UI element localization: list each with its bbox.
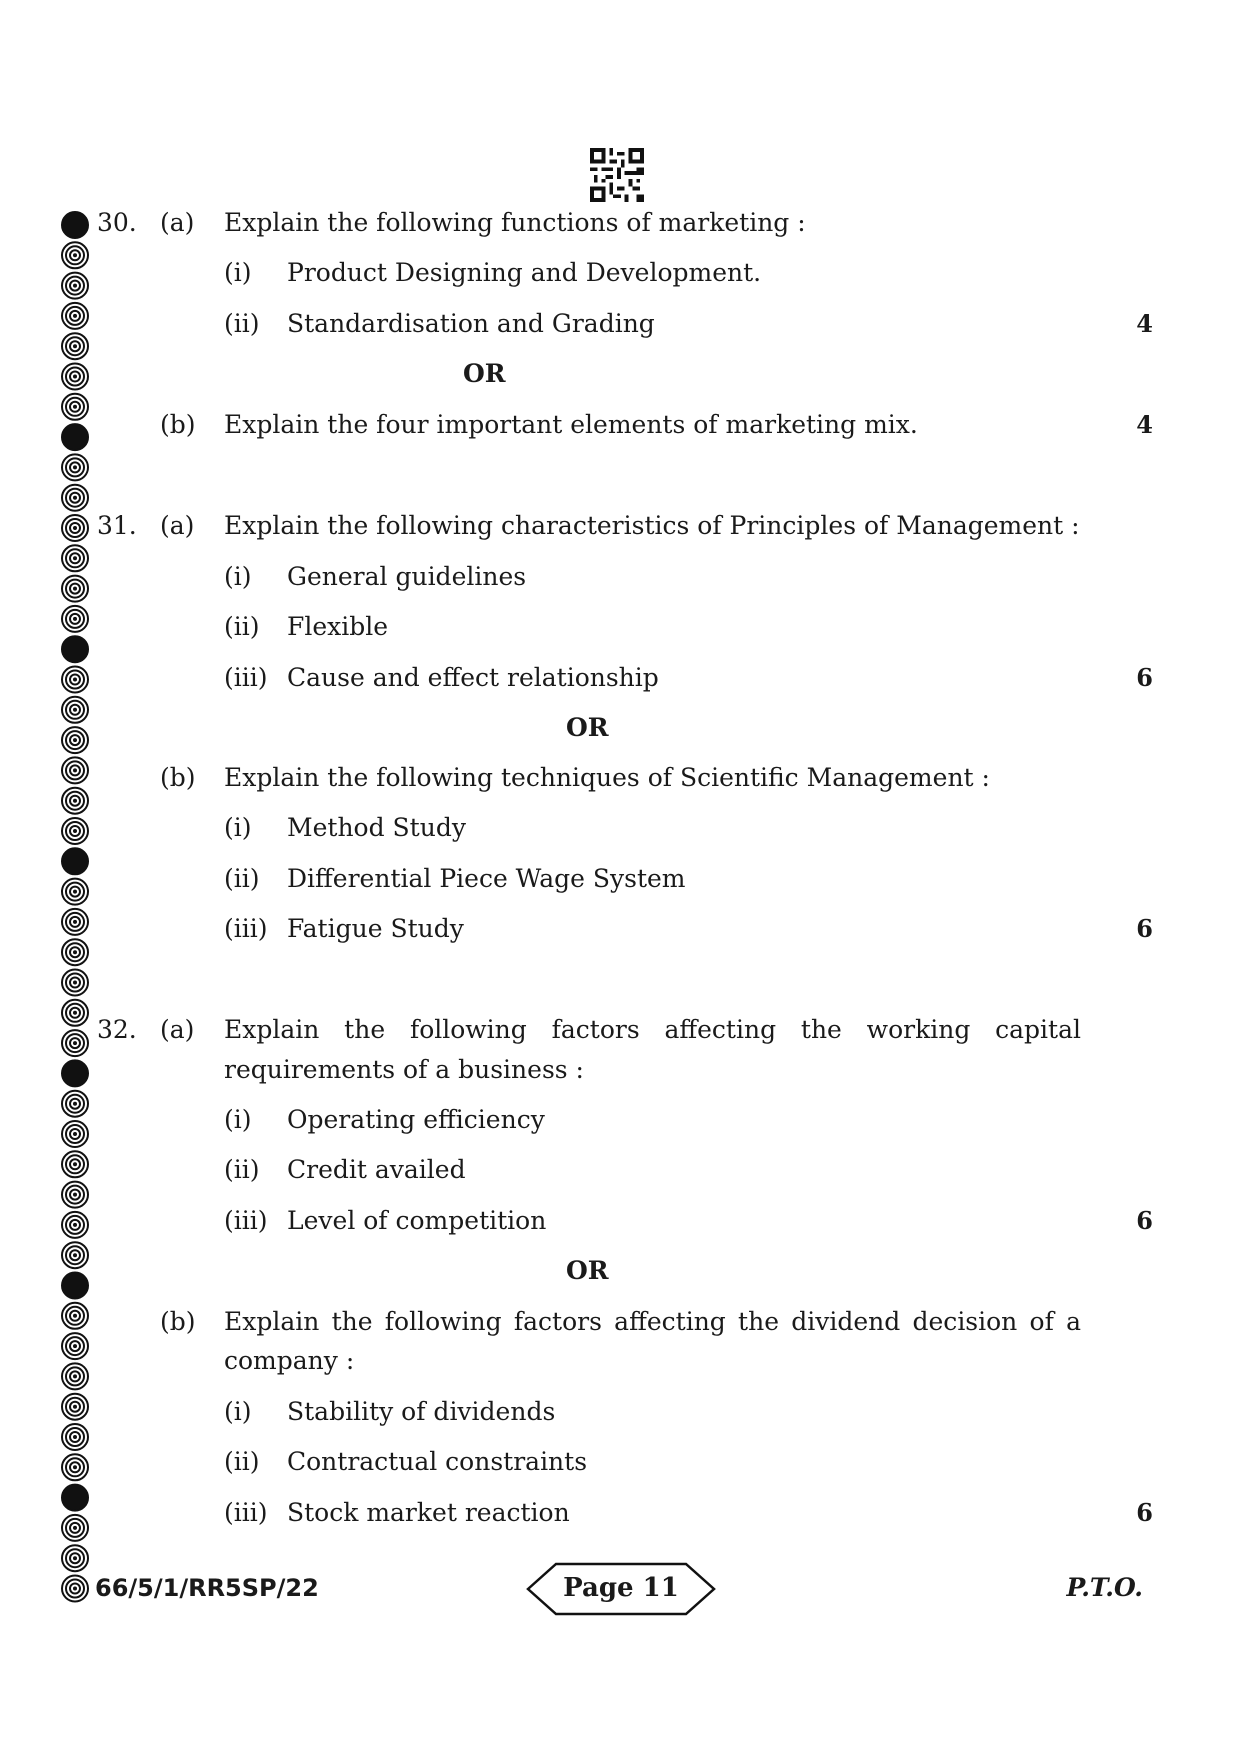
q31-a-item-text: Cause and effect relationship <box>287 663 659 692</box>
ring-circle-icon <box>62 909 88 935</box>
q30-a-item-num: (i) <box>224 258 252 287</box>
q32-b-item-num: (ii) <box>224 1447 260 1476</box>
ring-circle-icon <box>62 788 88 814</box>
q32-a-stem-cont: requirements of a business : <box>224 1055 584 1084</box>
q32-b-item-text: Stability of dividends <box>287 1397 556 1426</box>
ring-circle-icon <box>62 879 88 905</box>
q30-b-marks: 4 <box>1136 410 1153 439</box>
filled-circle-icon <box>62 1485 88 1511</box>
ring-circle-icon <box>62 454 88 480</box>
ring-circle-icon <box>62 303 88 329</box>
margin-circle-strip <box>58 210 92 1606</box>
q30-part-a-label: (a) <box>160 208 195 237</box>
ring-circle-icon <box>62 1182 88 1208</box>
ring-circle-icon <box>62 576 88 602</box>
question-number-30: 30. <box>97 208 137 237</box>
q31-b-item-text: Differential Piece Wage System <box>287 864 686 893</box>
ring-circle-icon <box>62 1151 88 1177</box>
question-number-31: 31. <box>97 511 137 540</box>
q31-part-b-label: (b) <box>160 763 196 792</box>
q32-b-stem-cont: company : <box>224 1346 355 1375</box>
qr-code <box>589 148 645 202</box>
ring-circle-icon <box>62 273 88 299</box>
q31-b-item-num: (ii) <box>224 864 260 893</box>
filled-circle-icon <box>62 1060 88 1086</box>
ring-circle-icon <box>62 1394 88 1420</box>
ring-circle-icon <box>62 1424 88 1450</box>
q30-a-item-num: (ii) <box>224 309 260 338</box>
q30-a-item-text: Standardisation and Grading <box>287 309 655 338</box>
q31-a-stem: Explain the following characteristics of Principles of Management : <box>224 511 1080 540</box>
q31-b-item-text: Method Study <box>287 813 466 842</box>
q30-a-marks: 4 <box>1136 309 1153 338</box>
filled-circle-icon <box>62 848 88 874</box>
ring-circle-icon <box>62 606 88 632</box>
q31-b-item-num: (i) <box>224 813 252 842</box>
q30-a-item-text: Product Designing and Development. <box>287 258 762 287</box>
q32-b-marks: 6 <box>1136 1498 1153 1527</box>
ring-circle-icon <box>62 1576 88 1602</box>
filled-circle-icon <box>62 1273 88 1299</box>
ring-circle-icon <box>62 697 88 723</box>
question-number-32: 32. <box>97 1015 137 1044</box>
ring-circle-icon <box>62 1242 88 1268</box>
ring-circle-icon <box>62 1303 88 1329</box>
q32-b-item-num: (i) <box>224 1397 252 1426</box>
q31-a-marks: 6 <box>1136 663 1153 692</box>
ring-circle-icon <box>62 1545 88 1571</box>
q32-part-a-label: (a) <box>160 1015 195 1044</box>
q31-a-item-num: (i) <box>224 562 252 591</box>
filled-circle-icon <box>62 636 88 662</box>
ring-circle-icon <box>62 1000 88 1026</box>
pto-label: P.T.O. <box>1066 1573 1143 1602</box>
ring-circle-icon <box>62 667 88 693</box>
ring-circle-icon <box>62 333 88 359</box>
q31-a-item-text: General guidelines <box>287 562 527 591</box>
q32-b-item-text: Contractual constraints <box>287 1447 588 1476</box>
q31-or-label: OR <box>566 713 609 742</box>
ring-circle-icon <box>62 1091 88 1117</box>
ring-circle-icon <box>62 394 88 420</box>
ring-circle-icon <box>62 485 88 511</box>
q31-b-stem: Explain the following techniques of Scientific Management : <box>224 763 990 792</box>
ring-circle-icon <box>62 515 88 541</box>
q32-or-label: OR <box>566 1256 609 1285</box>
q32-a-item-num: (iii) <box>224 1206 268 1235</box>
q32-a-item-text: Credit availed <box>287 1155 466 1184</box>
q31-a-item-num: (ii) <box>224 612 260 641</box>
ring-circle-icon <box>62 757 88 783</box>
ring-circle-icon <box>62 939 88 965</box>
q31-part-a-label: (a) <box>160 511 195 540</box>
ring-circle-icon <box>62 1333 88 1359</box>
filled-circle-icon <box>62 212 88 238</box>
q32-a-marks: 6 <box>1136 1206 1153 1235</box>
ring-circle-icon <box>62 1454 88 1480</box>
q30-part-b-label: (b) <box>160 410 196 439</box>
q32-a-item-text: Operating efficiency <box>287 1105 545 1134</box>
ring-circle-icon <box>62 818 88 844</box>
q32-b-item-text: Stock market reaction <box>287 1498 570 1527</box>
ring-circle-icon <box>62 727 88 753</box>
q30-a-stem: Explain the following functions of marketing : <box>224 208 806 237</box>
ring-circle-icon <box>62 545 88 571</box>
q31-b-item-num: (iii) <box>224 914 268 943</box>
ring-circle-icon <box>62 970 88 996</box>
page-number-badge <box>526 1562 716 1616</box>
page-number: Page 11 <box>563 1573 679 1603</box>
paper-code: 66/5/1/RR5SP/22 <box>95 1574 319 1602</box>
q32-b-stem: Explain the following factors affecting the dividend decision of a <box>224 1307 1081 1336</box>
ring-circle-icon <box>62 1515 88 1541</box>
ring-circle-icon <box>62 364 88 390</box>
q32-part-b-label: (b) <box>160 1307 196 1336</box>
q30-or-label: OR <box>463 359 506 388</box>
q31-a-item-text: Flexible <box>287 612 389 641</box>
ring-circle-icon <box>62 1363 88 1389</box>
filled-circle-icon <box>62 424 88 450</box>
q31-b-item-text: Fatigue Study <box>287 914 464 943</box>
q30-b-stem: Explain the four important elements of marketing mix. <box>224 410 918 439</box>
q32-a-item-text: Level of competition <box>287 1206 547 1235</box>
q32-a-item-num: (ii) <box>224 1155 260 1184</box>
ring-circle-icon <box>62 1121 88 1147</box>
q32-a-item-num: (i) <box>224 1105 252 1134</box>
ring-circle-icon <box>62 242 88 268</box>
ring-circle-icon <box>62 1212 88 1238</box>
q31-b-marks: 6 <box>1136 914 1153 943</box>
q32-a-stem: Explain the following factors affecting the working capital <box>224 1015 1081 1044</box>
q31-a-item-num: (iii) <box>224 663 268 692</box>
ring-circle-icon <box>62 1030 88 1056</box>
q32-b-item-num: (iii) <box>224 1498 268 1527</box>
